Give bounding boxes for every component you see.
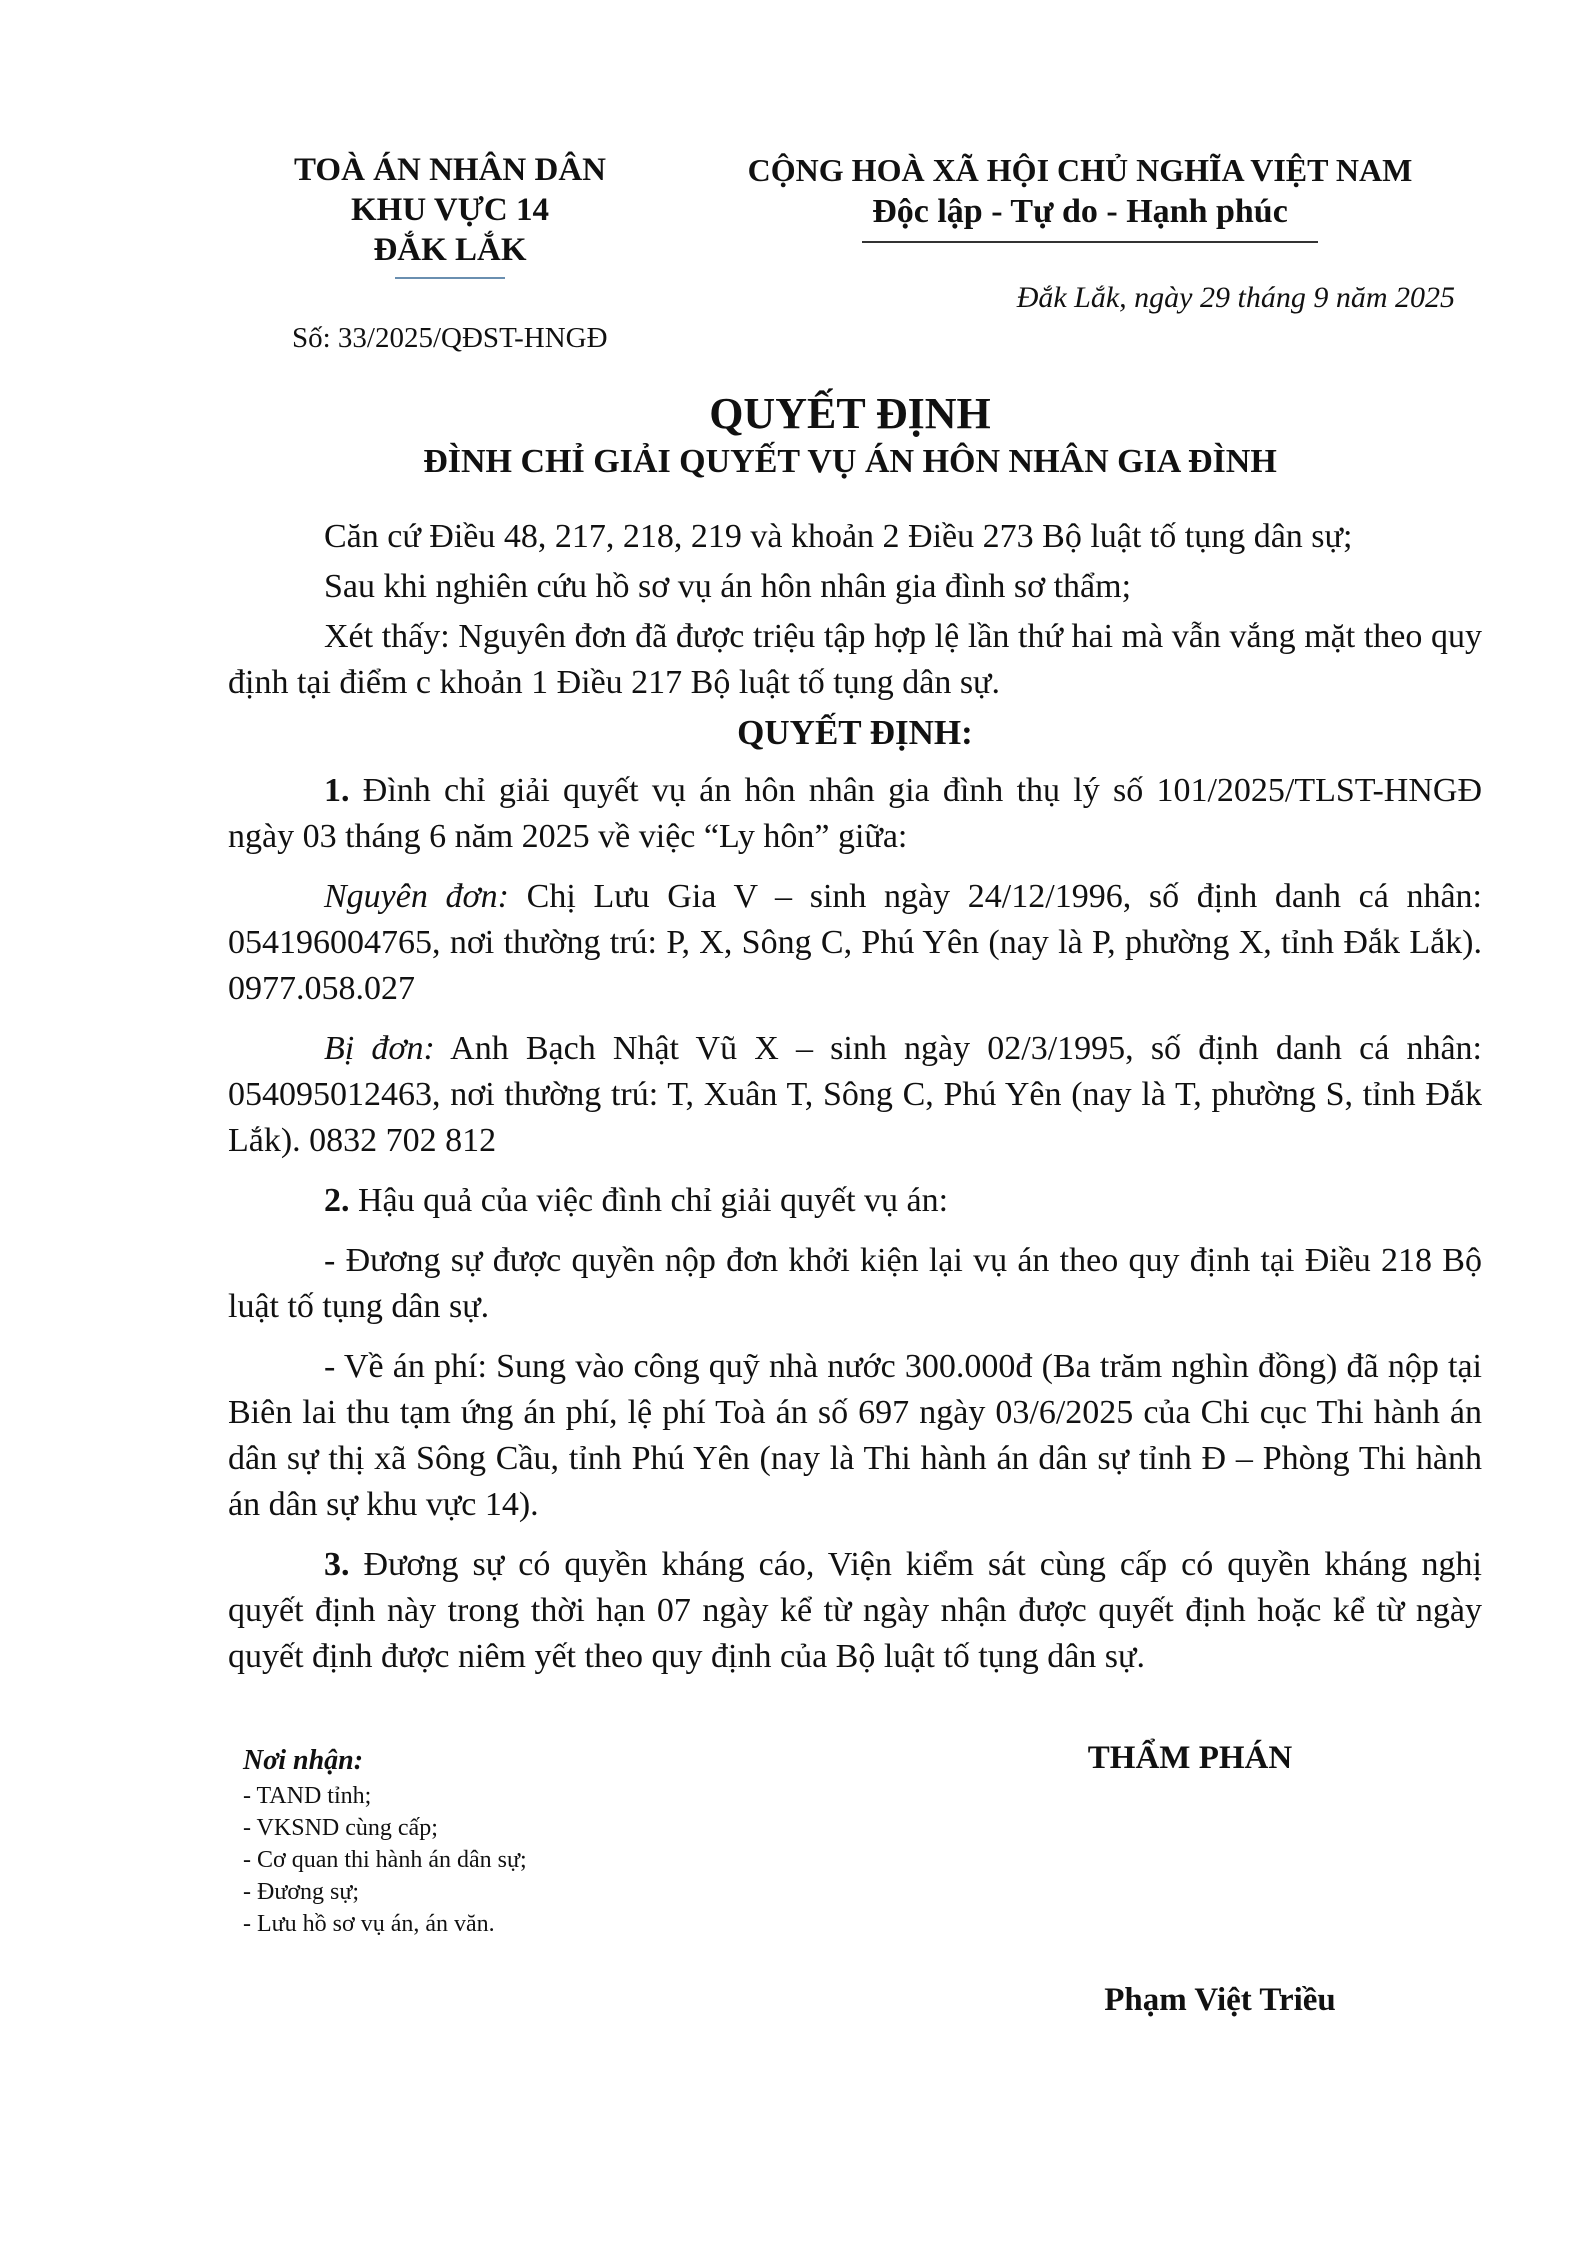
decision-item-2 (228, 1178, 1482, 1224)
court-line-1: TOÀ ÁN NHÂN DÂN (294, 152, 606, 188)
list-item: - Lưu hồ sơ vụ án, án văn. (243, 1911, 495, 1937)
legal-basis-2: Sau khi nghiên cứu hồ sơ vụ án hôn nhân gia đình sơ thẩm; (324, 568, 1132, 605)
item-2-point-b: - Về án phí: Sung vào công quỹ nhà nước 300.000đ (Ba trăm nghìn đồng) đã nộp tại Biên lai thu tạm ứng án phí, lệ phí Toà án số 697 ngày 03/6/2025 của Chi cục Thi hành án dân sự thị xã Sông Cầu, tỉnh Phú Yên (nay là Thi hành án dân sự tỉnh Đ – Phòng Thi hành án dân sự khu vực 14). (228, 1348, 1482, 1523)
title-sub: ĐÌNH CHỈ GIẢI QUYẾT VỤ ÁN HÔN NHÂN GIA ĐÌNH (423, 443, 1277, 480)
motto-underline (862, 241, 1318, 243)
decision-item-1 (228, 768, 1482, 860)
signature-name: Phạm Việt Triều (1104, 1982, 1336, 2018)
document-body (228, 514, 1482, 1694)
recipients-list (243, 1780, 763, 1940)
signature-title: THẨM PHÁN (1087, 1740, 1293, 1776)
nation-slogan: Độc lập - Tự do - Hạnh phúc (872, 193, 1288, 230)
court-name (250, 150, 650, 270)
document-title (220, 388, 1480, 484)
court-underline (395, 277, 505, 279)
national-motto (700, 150, 1460, 234)
recipients-block (243, 1742, 763, 1940)
list-item: - VKSND cùng cấp; (243, 1815, 438, 1841)
decision-item-3 (228, 1542, 1482, 1680)
document-date: Đắk Lắk, ngày 29 tháng 9 năm 2025 (1016, 281, 1455, 314)
legal-basis-1: Căn cứ Điều 48, 217, 218, 219 và khoản 2 Điều 273 Bộ luật tố tụng dân sự; (324, 518, 1353, 555)
plaintiff-label: Nguyên đơn: (324, 878, 509, 915)
defendant-paragraph (228, 1026, 1482, 1164)
considering-paragraph: Xét thấy: Nguyên đơn đã được triệu tập hợp lệ lần thứ hai mà vẫn vắng mặt theo quy định tại điểm c khoản 1 Điều 217 Bộ luật tố tụng dân sự. (228, 618, 1482, 701)
item-3-number: 3. (324, 1546, 350, 1583)
item-2-text: Hậu quả của việc đình chỉ giải quyết vụ án: (349, 1182, 949, 1219)
item-1-number: 1. (324, 772, 350, 809)
item-2-number: 2. (324, 1182, 350, 1219)
plaintiff-text: Chị Lưu Gia V – sinh ngày 24/12/1996, số định danh cá nhân: 054196004765, nơi thường trú: P, X, Sông C, Phú Yên (nay là P, phường X, tỉnh Đắk Lắk). 0977.058.027 (228, 878, 1483, 1007)
item-1-text: Đình chỉ giải quyết vụ án hôn nhân gia đình thụ lý số 101/2025/TLST-HNGĐ ngày 03 tháng 6 năm 2025 về việc “Ly hôn” giữa: (228, 772, 1482, 855)
item-3-text: Đương sự có quyền kháng cáo, Viện kiểm sát cùng cấp có quyền kháng nghị quyết định này trong thời hạn 07 ngày kể từ ngày nhận được quyết định hoặc kể từ ngày quyết định được niêm yết theo quy định của Bộ luật tố tụng dân sự. (228, 1546, 1482, 1675)
court-line-2: KHU VỰC 14 (351, 192, 549, 228)
nation-name: CỘNG HOÀ XÃ HỘI CHỦ NGHĨA VIỆT NAM (747, 152, 1413, 188)
list-item: - TAND tỉnh; (243, 1783, 372, 1809)
title-main: QUYẾT ĐỊNH (709, 389, 991, 438)
item-2-point-a: - Đương sự được quyền nộp đơn khởi kiện lại vụ án theo quy định tại Điều 218 Bộ luật tố tụng dân sự. (228, 1242, 1482, 1325)
list-item: - Cơ quan thi hành án dân sự; (243, 1847, 527, 1873)
defendant-label: Bị đơn: (324, 1030, 435, 1067)
list-item: - Đương sự; (243, 1879, 360, 1905)
document-number: Số: 33/2025/QĐST-HNGĐ (292, 322, 608, 354)
plaintiff-paragraph (228, 874, 1482, 1012)
defendant-text: Anh Bạch Nhật Vũ X – sinh ngày 02/3/1995, số định danh cá nhân: 054095012463, nơi thường trú: T, Xuân T, Sông C, Phú Yên (nay là T, phường S, tỉnh Đắk Lắk). 0832 702 812 (228, 1030, 1482, 1159)
court-line-3: ĐẮK LẮK (373, 232, 527, 268)
decision-heading: QUYẾT ĐỊNH: (737, 713, 973, 752)
recipients-heading: Nơi nhận: (243, 1745, 364, 1776)
